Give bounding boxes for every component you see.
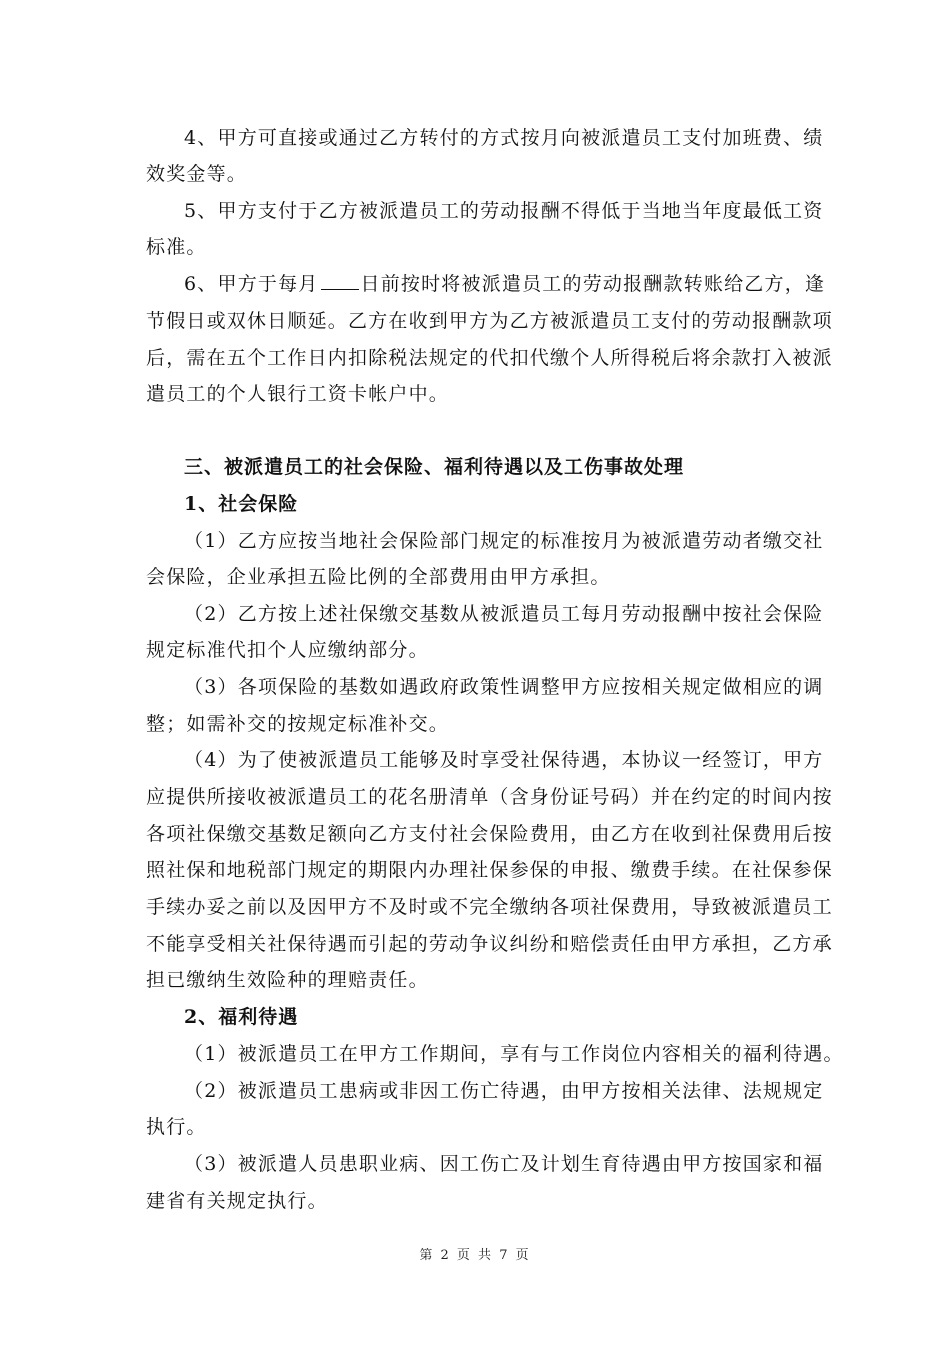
item-2-3-line-2: 建省有关规定执行。 bbox=[146, 1190, 328, 1212]
item-1-1-line-2: 会保险，企业承担五险比例的全部费用由甲方承担。 bbox=[146, 566, 611, 588]
subsection-1-title: 1、社会保险 bbox=[184, 493, 299, 515]
paragraph-5-line-2: 标准。 bbox=[146, 236, 207, 258]
section-3-title: 三、被派遣员工的社会保险、福利待遇以及工伤事故处理 bbox=[184, 456, 685, 478]
paragraph-6-line-2: 节假日或双休日顺延。乙方在收到甲方为乙方被派遣员工支付的劳动报酬款项 bbox=[146, 310, 833, 332]
item-2-2-line-1: （2）被派遣员工患病或非因工伤亡待遇，由甲方按相关法律、法规规定 bbox=[184, 1080, 824, 1102]
page-number-footer: 第 2 页 共 7 页 bbox=[419, 1248, 531, 1263]
paragraph-6-line-1 bbox=[184, 266, 826, 302]
paragraph-4-line-2: 效奖金等。 bbox=[146, 163, 248, 185]
paragraph-6-line-4: 遣员工的个人银行工资卡帐户中。 bbox=[146, 383, 450, 405]
item-1-3-line-2: 整；如需补交的按规定标准补交。 bbox=[146, 713, 450, 735]
item-1-4-line-2: 应提供所接收被派遣员工的花名册清单（含身份证号码）并在约定的时间内按 bbox=[146, 786, 833, 808]
item-1-3-line-1: （3）各项保险的基数如遇政府政策性调整甲方应按相关规定做相应的调 bbox=[184, 676, 824, 698]
paragraph-6-line-3: 后，需在五个工作日内扣除税法规定的代扣代缴个人所得税后将余款打入被派 bbox=[146, 347, 833, 369]
paragraph-5-line-1: 5、甲方支付于乙方被派遣员工的劳动报酬不得低于当地当年度最低工资 bbox=[184, 200, 824, 222]
fill-in-blank bbox=[321, 270, 359, 290]
item-1-4-line-5: 手续办妥之前以及因甲方不及时或不完全缴纳各项社保费用，导致被派遣员工 bbox=[146, 896, 833, 918]
item-1-4-line-3: 各项社保缴交基数足额向乙方支付社会保险费用，由乙方在收到社保费用后按 bbox=[146, 823, 833, 845]
item-1-2-line-1: （2）乙方按上述社保缴交基数从被派遣员工每月劳动报酬中按社会保险 bbox=[184, 603, 824, 625]
item-1-4-line-7: 担已缴纳生效险种的理赔责任。 bbox=[146, 969, 429, 991]
item-2-2-line-2: 执行。 bbox=[146, 1116, 207, 1138]
item-2-3-line-1: （3）被派遣人员患职业病、因工伤亡及计划生育待遇由甲方按国家和福 bbox=[184, 1153, 824, 1175]
subsection-2-title: 2、福利待遇 bbox=[184, 1006, 299, 1028]
item-1-2-line-2: 规定标准代扣个人应缴纳部分。 bbox=[146, 639, 429, 661]
item-2-1-line-1: （1）被派遣员工在甲方工作期间，享有与工作岗位内容相关的福利待遇。 bbox=[184, 1043, 844, 1065]
paragraph-6-line-1-end: 日前按时将被派遣员工的劳动报酬款转账给乙方，逢 bbox=[360, 273, 826, 295]
item-1-1-line-1: （1）乙方应按当地社会保险部门规定的标准按月为被派遣劳动者缴交社 bbox=[184, 530, 824, 552]
item-1-4-line-6: 不能享受相关社保待遇而引起的劳动争议纠纷和赔偿责任由甲方承担，乙方承 bbox=[146, 933, 833, 955]
item-1-4-line-4: 照社保和地税部门规定的期限内办理社保参保的申报、缴费手续。在社保参保 bbox=[146, 859, 833, 881]
paragraph-6-line-1-start: 6、甲方于每月 bbox=[184, 273, 319, 295]
item-1-4-line-1: （4）为了使被派遣员工能够及时享受社保待遇，本协议一经签订，甲方 bbox=[184, 749, 824, 771]
paragraph-4-line-1: 4、甲方可直接或通过乙方转付的方式按月向被派遣员工支付加班费、绩 bbox=[184, 127, 824, 149]
